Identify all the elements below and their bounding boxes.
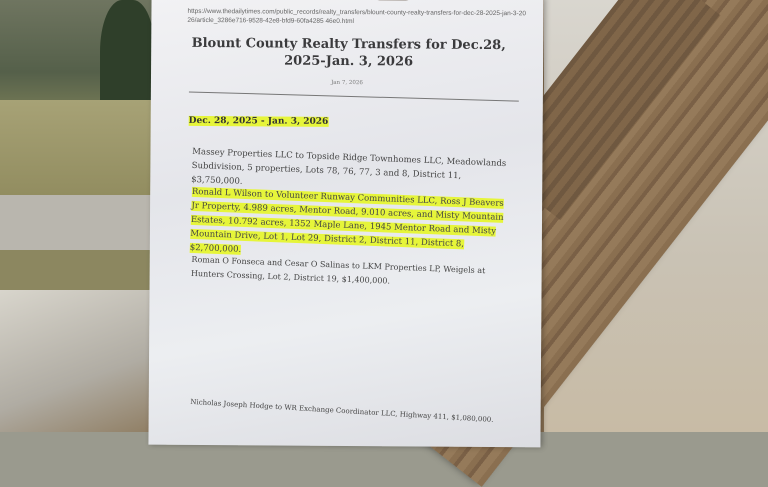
article-date: Jan 7, 2026 [151,79,543,88]
posted-paper [148,0,543,447]
divider [189,91,519,101]
highlighted-text: Ronald L Wilson to Volunteer Runway Communities LLC, Ross J Beavers Jr Property, 4.989 acres, Mentor Road, 9.010 acres, and Misty Mountain Estates, 10.792 acres, 1352 Maple Lane, 1945 Mentor Road and Misty Mountain Drive, Lot 1, Lot 29, District 2, District 11, District 8, $2,700,000. [190,187,504,255]
transfer-entry: Massey Properties LLC to Topside Ridge Townhomes LLC, Meadowlands Subdivision, 5 properties, Lots 78, 76, 77, 3 and 8, District 11, $3,750,000. [191,145,510,199]
transfer-entry: Roman O Fonseca and Cesar O Salinas to LKM Properties LP, Weigels at Hunters Crossing, Lot 2, District 19, $1,400,000. [191,253,510,293]
article-url: https://www.thedailytimes.com/public_records/realty_transfers/blount-county-realty-transfers-for-dec-28-2025-jan-3-2026/article_3286e716-9528-42e8-bfd9-60fa4285 46e0.html [187,7,527,27]
week-heading [189,116,329,127]
article-title: Blount County Realty Transfers for Dec.28, 2025-Jan. 3, 2026 [191,35,506,71]
grass-field [0,100,160,195]
week-heading-text: Dec. 28, 2025 - Jan. 3, 2026 [189,116,329,127]
transfer-entry: Nicholas Joseph Hodge to WR Exchange Coordinator LLC, Highway 411, $1,080,000. [190,395,508,428]
gravel-road [0,195,160,250]
metal-roof [0,290,160,432]
